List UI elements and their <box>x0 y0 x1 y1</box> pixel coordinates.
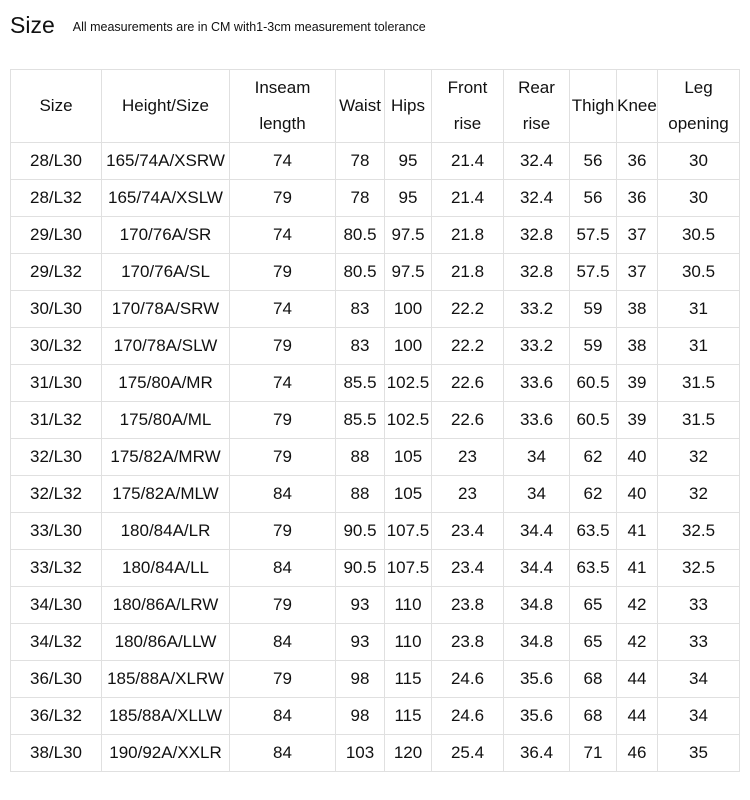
table-cell-size: 29/L32 <box>11 254 102 291</box>
table-cell-front-rise: 21.4 <box>432 180 504 217</box>
table-body <box>11 143 740 772</box>
table-cell-thigh: 68 <box>570 698 617 735</box>
table-cell-hips: 100 <box>385 328 432 365</box>
table-cell-rear-rise: 33.6 <box>504 365 570 402</box>
table-cell-waist: 98 <box>336 661 385 698</box>
table-cell-rear-rise: 35.6 <box>504 661 570 698</box>
table-cell-leg-opening: 30 <box>658 143 740 180</box>
column-header-label: Inseam <box>254 78 311 97</box>
table-cell-hips: 110 <box>385 587 432 624</box>
table-cell-rear-rise: 34.8 <box>504 587 570 624</box>
table-cell-inseam: 74 <box>230 143 336 180</box>
table-cell-thigh: 62 <box>570 476 617 513</box>
table-cell-thigh: 60.5 <box>570 365 617 402</box>
table-cell-waist: 93 <box>336 624 385 661</box>
table-row <box>11 365 740 402</box>
table-cell-rear-rise: 33.2 <box>504 328 570 365</box>
table-cell-size: 31/L32 <box>11 402 102 439</box>
column-header-label: rise <box>453 114 482 133</box>
table-cell-rear-rise: 34 <box>504 476 570 513</box>
table-cell-rear-rise: 32.4 <box>504 180 570 217</box>
table-cell-hips: 105 <box>385 476 432 513</box>
table-cell-thigh: 63.5 <box>570 550 617 587</box>
column-header-label: Hips <box>390 96 425 115</box>
table-cell-front-rise: 23 <box>432 439 504 476</box>
page-title: Size <box>10 11 55 38</box>
table-cell-waist: 93 <box>336 587 385 624</box>
table-cell-hips: 97.5 <box>385 254 432 291</box>
column-header-front-rise <box>432 70 504 143</box>
table-cell-inseam: 79 <box>230 513 336 550</box>
table-row <box>11 143 740 180</box>
table-cell-thigh: 68 <box>570 661 617 698</box>
table-cell-height-size: 180/86A/LRW <box>102 587 230 624</box>
table-cell-height-size: 165/74A/XSRW <box>102 143 230 180</box>
table-row <box>11 328 740 365</box>
table-cell-inseam: 79 <box>230 439 336 476</box>
table-cell-size: 30/L32 <box>11 328 102 365</box>
table-cell-leg-opening: 32.5 <box>658 513 740 550</box>
table-cell-thigh: 57.5 <box>570 254 617 291</box>
table-row <box>11 439 740 476</box>
table-cell-thigh: 63.5 <box>570 513 617 550</box>
table-cell-size: 29/L30 <box>11 217 102 254</box>
column-header-waist <box>336 70 385 143</box>
table-cell-leg-opening: 30.5 <box>658 254 740 291</box>
table-cell-front-rise: 23.8 <box>432 624 504 661</box>
table-cell-hips: 102.5 <box>385 402 432 439</box>
table-cell-height-size: 170/76A/SL <box>102 254 230 291</box>
table-cell-hips: 110 <box>385 624 432 661</box>
table-cell-rear-rise: 35.6 <box>504 698 570 735</box>
column-header-label: opening <box>668 114 729 133</box>
table-cell-size: 32/L30 <box>11 439 102 476</box>
table-cell-height-size: 175/80A/MR <box>102 365 230 402</box>
column-header-thigh <box>570 70 617 143</box>
table-cell-inseam: 79 <box>230 254 336 291</box>
column-header-label: Waist <box>339 96 381 115</box>
table-cell-height-size: 170/78A/SLW <box>102 328 230 365</box>
table-cell-height-size: 175/80A/ML <box>102 402 230 439</box>
table-cell-inseam: 79 <box>230 180 336 217</box>
table-cell-size: 34/L32 <box>11 624 102 661</box>
table-cell-front-rise: 22.2 <box>432 291 504 328</box>
table-cell-front-rise: 23.8 <box>432 587 504 624</box>
table-cell-size: 36/L30 <box>11 661 102 698</box>
column-header-label: Knee <box>617 96 657 115</box>
column-header-leg-opening <box>658 70 740 143</box>
table-cell-knee: 46 <box>617 735 658 772</box>
table-header-row <box>11 70 740 143</box>
table-cell-inseam: 79 <box>230 587 336 624</box>
table-cell-knee: 41 <box>617 513 658 550</box>
table-cell-front-rise: 21.4 <box>432 143 504 180</box>
table-cell-size: 32/L32 <box>11 476 102 513</box>
column-header-rear-rise <box>504 70 570 143</box>
table-cell-size: 31/L30 <box>11 365 102 402</box>
table-cell-waist: 78 <box>336 180 385 217</box>
table-cell-inseam: 74 <box>230 217 336 254</box>
table-cell-size: 38/L30 <box>11 735 102 772</box>
table-cell-inseam: 79 <box>230 402 336 439</box>
table-cell-leg-opening: 32.5 <box>658 550 740 587</box>
table-cell-hips: 97.5 <box>385 217 432 254</box>
column-header-size <box>11 70 102 143</box>
table-cell-waist: 90.5 <box>336 513 385 550</box>
table-cell-thigh: 59 <box>570 291 617 328</box>
table-row <box>11 550 740 587</box>
column-header-hips <box>385 70 432 143</box>
table-cell-rear-rise: 32.8 <box>504 254 570 291</box>
table-cell-inseam: 74 <box>230 365 336 402</box>
table-cell-leg-opening: 31.5 <box>658 402 740 439</box>
table-cell-front-rise: 25.4 <box>432 735 504 772</box>
table-cell-leg-opening: 31 <box>658 328 740 365</box>
table-cell-knee: 41 <box>617 550 658 587</box>
table-cell-hips: 102.5 <box>385 365 432 402</box>
table-cell-thigh: 57.5 <box>570 217 617 254</box>
table-cell-rear-rise: 34.8 <box>504 624 570 661</box>
table-cell-front-rise: 24.6 <box>432 698 504 735</box>
table-cell-front-rise: 24.6 <box>432 661 504 698</box>
table-row <box>11 587 740 624</box>
table-cell-leg-opening: 31 <box>658 291 740 328</box>
table-cell-height-size: 185/88A/XLLW <box>102 698 230 735</box>
table-cell-rear-rise: 34 <box>504 439 570 476</box>
table-cell-leg-opening: 30.5 <box>658 217 740 254</box>
table-cell-knee: 37 <box>617 254 658 291</box>
table-cell-inseam: 84 <box>230 735 336 772</box>
table-cell-height-size: 180/86A/LLW <box>102 624 230 661</box>
table-cell-height-size: 170/78A/SRW <box>102 291 230 328</box>
table-cell-inseam: 84 <box>230 624 336 661</box>
table-cell-waist: 80.5 <box>336 254 385 291</box>
table-cell-size: 33/L30 <box>11 513 102 550</box>
table-cell-knee: 40 <box>617 439 658 476</box>
table-cell-knee: 44 <box>617 698 658 735</box>
table-cell-front-rise: 21.8 <box>432 254 504 291</box>
table-cell-knee: 42 <box>617 624 658 661</box>
table-row <box>11 254 740 291</box>
table-cell-front-rise: 22.2 <box>432 328 504 365</box>
table-cell-inseam: 79 <box>230 328 336 365</box>
table-cell-size: 30/L30 <box>11 291 102 328</box>
table-cell-inseam: 79 <box>230 661 336 698</box>
table-cell-hips: 100 <box>385 291 432 328</box>
table-cell-thigh: 62 <box>570 439 617 476</box>
table-cell-leg-opening: 33 <box>658 587 740 624</box>
table-cell-front-rise: 22.6 <box>432 365 504 402</box>
table-cell-leg-opening: 34 <box>658 661 740 698</box>
table-row <box>11 402 740 439</box>
table-cell-knee: 40 <box>617 476 658 513</box>
table-cell-thigh: 59 <box>570 328 617 365</box>
table-row <box>11 735 740 772</box>
table-row <box>11 291 740 328</box>
table-cell-hips: 120 <box>385 735 432 772</box>
table-cell-front-rise: 23.4 <box>432 550 504 587</box>
table-cell-waist: 90.5 <box>336 550 385 587</box>
table-row <box>11 180 740 217</box>
column-header-label: length <box>259 114 306 133</box>
table-cell-size: 28/L32 <box>11 180 102 217</box>
table-cell-inseam: 84 <box>230 550 336 587</box>
table-cell-waist: 78 <box>336 143 385 180</box>
table-cell-waist: 83 <box>336 291 385 328</box>
table-cell-knee: 37 <box>617 217 658 254</box>
table-cell-leg-opening: 34 <box>658 698 740 735</box>
table-cell-waist: 88 <box>336 439 385 476</box>
table-cell-front-rise: 23.4 <box>432 513 504 550</box>
table-cell-thigh: 56 <box>570 180 617 217</box>
table-cell-hips: 115 <box>385 661 432 698</box>
table-cell-waist: 85.5 <box>336 365 385 402</box>
table-cell-front-rise: 21.8 <box>432 217 504 254</box>
size-chart-table <box>10 69 740 772</box>
table-cell-front-rise: 23 <box>432 476 504 513</box>
table-cell-inseam: 74 <box>230 291 336 328</box>
table-row <box>11 698 740 735</box>
column-header-label: Thigh <box>571 96 615 115</box>
table-cell-inseam: 84 <box>230 698 336 735</box>
table-row <box>11 476 740 513</box>
table-row <box>11 217 740 254</box>
table-cell-height-size: 180/84A/LR <box>102 513 230 550</box>
column-header-label: Front <box>447 78 488 97</box>
table-cell-waist: 103 <box>336 735 385 772</box>
table-cell-hips: 107.5 <box>385 550 432 587</box>
table-cell-thigh: 60.5 <box>570 402 617 439</box>
column-header-label: Height/Size <box>122 96 209 115</box>
table-cell-rear-rise: 36.4 <box>504 735 570 772</box>
table-cell-hips: 105 <box>385 439 432 476</box>
table-cell-front-rise: 22.6 <box>432 402 504 439</box>
column-header-inseam <box>230 70 336 143</box>
column-header-label: Leg <box>684 78 713 97</box>
table-cell-leg-opening: 33 <box>658 624 740 661</box>
column-header-label: Rear <box>518 78 555 97</box>
table-cell-rear-rise: 32.4 <box>504 143 570 180</box>
table-cell-knee: 38 <box>617 291 658 328</box>
table-cell-knee: 39 <box>617 365 658 402</box>
table-cell-thigh: 65 <box>570 624 617 661</box>
table-cell-hips: 107.5 <box>385 513 432 550</box>
table-cell-leg-opening: 32 <box>658 439 740 476</box>
table-cell-waist: 98 <box>336 698 385 735</box>
column-header-label: rise <box>522 114 551 133</box>
table-cell-hips: 115 <box>385 698 432 735</box>
column-header-height-size <box>102 70 230 143</box>
table-row <box>11 624 740 661</box>
table-cell-hips: 95 <box>385 143 432 180</box>
table-cell-knee: 36 <box>617 180 658 217</box>
table-cell-size: 36/L32 <box>11 698 102 735</box>
table-cell-waist: 88 <box>336 476 385 513</box>
table-cell-knee: 38 <box>617 328 658 365</box>
table-cell-knee: 36 <box>617 143 658 180</box>
table-cell-hips: 95 <box>385 180 432 217</box>
table-cell-leg-opening: 32 <box>658 476 740 513</box>
table-cell-thigh: 71 <box>570 735 617 772</box>
table-cell-size: 28/L30 <box>11 143 102 180</box>
table-cell-knee: 39 <box>617 402 658 439</box>
table-cell-inseam: 84 <box>230 476 336 513</box>
page-header <box>10 8 426 42</box>
table-cell-size: 33/L32 <box>11 550 102 587</box>
table-row <box>11 513 740 550</box>
table-cell-height-size: 175/82A/MLW <box>102 476 230 513</box>
table-cell-waist: 80.5 <box>336 217 385 254</box>
table-cell-leg-opening: 35 <box>658 735 740 772</box>
table-cell-knee: 42 <box>617 587 658 624</box>
table-cell-height-size: 175/82A/MRW <box>102 439 230 476</box>
table-cell-leg-opening: 31.5 <box>658 365 740 402</box>
table-cell-rear-rise: 33.6 <box>504 402 570 439</box>
table-cell-knee: 44 <box>617 661 658 698</box>
table-cell-height-size: 165/74A/XSLW <box>102 180 230 217</box>
table-cell-rear-rise: 34.4 <box>504 550 570 587</box>
table-cell-waist: 83 <box>336 328 385 365</box>
table-cell-rear-rise: 32.8 <box>504 217 570 254</box>
table-cell-rear-rise: 34.4 <box>504 513 570 550</box>
table-cell-height-size: 170/76A/SR <box>102 217 230 254</box>
table-cell-thigh: 56 <box>570 143 617 180</box>
measurement-note: All measurements are in CM with1-3cm measurement tolerance <box>72 20 426 34</box>
table-cell-height-size: 190/92A/XXLR <box>102 735 230 772</box>
table-cell-rear-rise: 33.2 <box>504 291 570 328</box>
table-cell-size: 34/L30 <box>11 587 102 624</box>
table-row <box>11 661 740 698</box>
column-header-knee <box>617 70 658 143</box>
table-cell-leg-opening: 30 <box>658 180 740 217</box>
table-cell-thigh: 65 <box>570 587 617 624</box>
column-header-label: Size <box>39 96 73 115</box>
table-cell-waist: 85.5 <box>336 402 385 439</box>
table-cell-height-size: 185/88A/XLRW <box>102 661 230 698</box>
table-cell-height-size: 180/84A/LL <box>102 550 230 587</box>
